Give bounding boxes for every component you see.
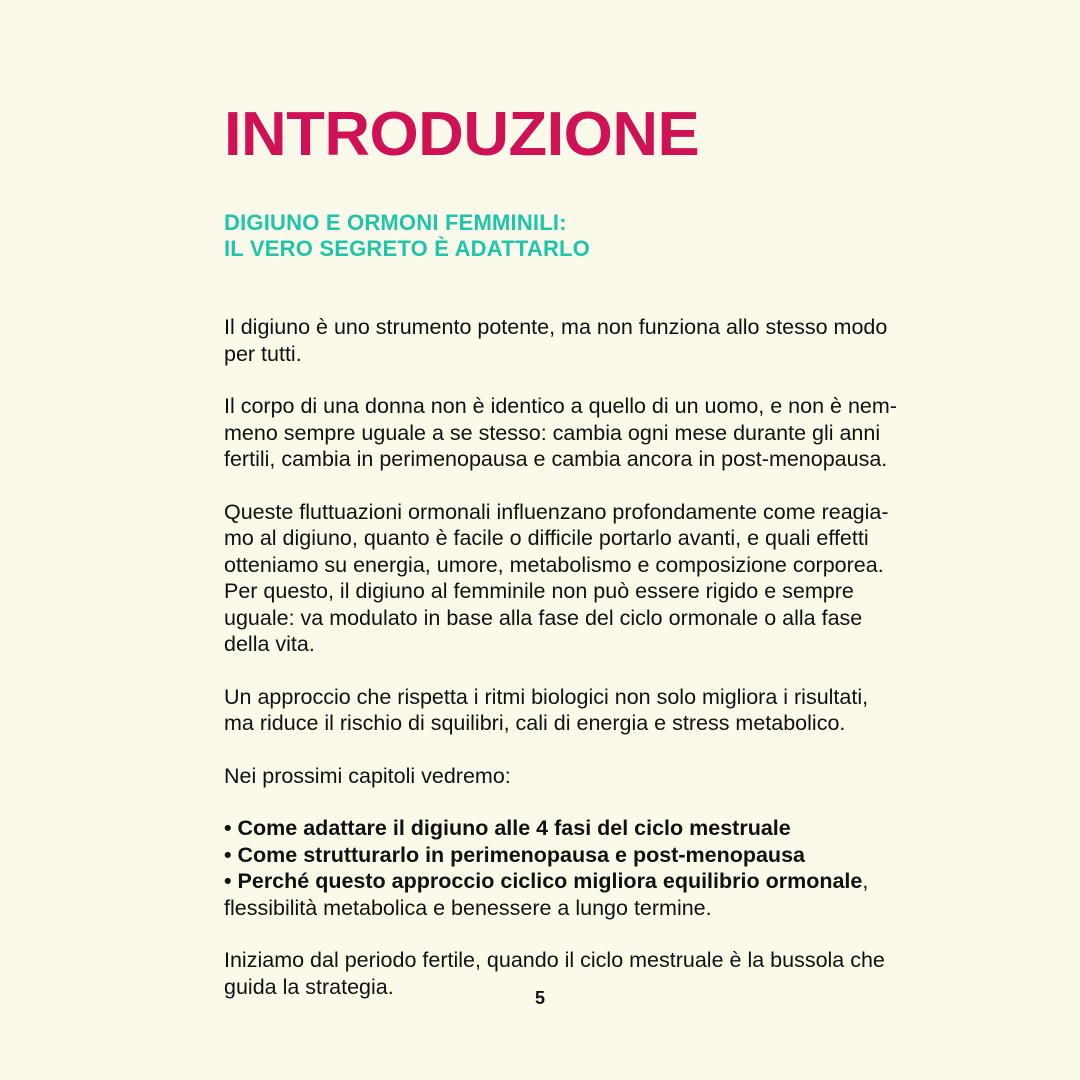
text-line: Queste fluttuazioni ormonali influenzano profondamente come reagia- <box>224 499 889 524</box>
paragraph-3 <box>224 499 889 658</box>
text-line: per tutti. <box>224 341 302 366</box>
text-line: Il corpo di una donna non è identico a quello di un uomo, e non è nem- <box>224 394 897 418</box>
page-number: 5 <box>534 988 545 1008</box>
text-line: meno sempre uguale a se stesso: cambia ogni mese durante gli anni <box>224 420 881 445</box>
chapter-preview-list <box>224 815 869 921</box>
paragraph-2 <box>224 393 897 473</box>
subtitle-line-2: IL VERO SEGRETO È ADATTARLO <box>224 236 590 261</box>
list-item-label: Come strutturarlo in perimenopausa e post-menopausa <box>237 842 805 867</box>
bullet-icon: • <box>224 842 232 867</box>
list-item <box>224 868 869 895</box>
page-content <box>224 100 897 1000</box>
text-line: uguale: va modulato in base alla fase del ciclo ormonale o alla fase <box>224 605 863 630</box>
paragraph-5-lead-in <box>224 763 860 790</box>
paragraph-1 <box>224 314 888 367</box>
list-item-trailing: , <box>862 869 869 893</box>
list-item <box>224 815 860 842</box>
list-continuation-line <box>224 895 860 922</box>
text-line: Il digiuno è uno strumento potente, ma non funziona allo stesso modo <box>224 315 888 339</box>
text-line: Per questo, il digiuno al femminile non può essere rigido e sempre <box>224 579 854 603</box>
text-line: guida la strategia. <box>224 974 394 999</box>
subtitle-line-1: DIGIUNO E ORMONI FEMMINILI: <box>224 210 567 235</box>
page-subtitle <box>224 210 860 262</box>
text-line: mo al digiuno, quanto è facile o difficile portarlo avanti, e quali effetti <box>224 526 869 550</box>
text-line: ma riduce il rischio di squilibri, cali di energia e stress metabolico. <box>224 711 846 735</box>
body-copy <box>224 314 897 1000</box>
list-item-label: Come adattare il digiuno alle 4 fasi del ciclo mestruale <box>237 816 791 840</box>
text-line: Nei prossimi capitoli vedremo: <box>224 763 511 788</box>
bullet-icon: • <box>224 816 232 840</box>
text-line: della vita. <box>224 632 315 656</box>
list-item-label: Perché questo approccio ciclico migliora equilibrio ormonale <box>237 869 863 893</box>
text-line: flessibilità metabolica e benessere a lungo termine. <box>224 895 712 920</box>
text-line: Un approccio che rispetta i ritmi biologici non solo migliora i risultati, <box>224 684 869 709</box>
text-line: Iniziamo dal periodo fertile, quando il ciclo mestruale è la bussola che <box>224 948 885 972</box>
bullet-icon: • <box>224 869 232 893</box>
page-title: INTRODUZIONE <box>224 100 700 169</box>
text-line: fertili, cambia in perimenopausa e cambia ancora in post-menopausa. <box>224 447 888 471</box>
text-line: otteniamo su energia, umore, metabolismo e composizione corporea. <box>224 552 884 577</box>
paragraph-4 <box>224 684 869 737</box>
list-item <box>224 842 860 869</box>
